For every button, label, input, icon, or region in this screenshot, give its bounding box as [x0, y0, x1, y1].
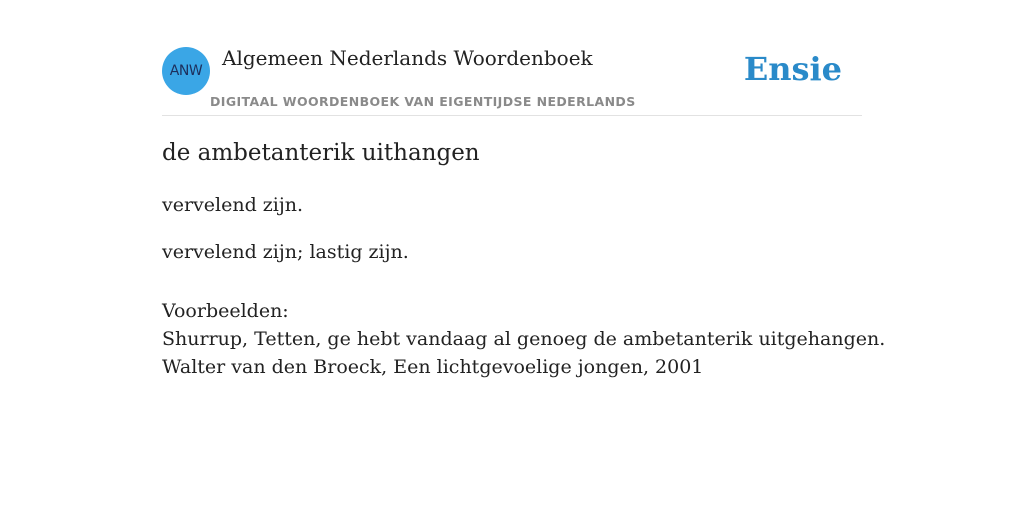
site-title-link[interactable]: Algemeen Nederlands Woordenboek: [222, 46, 593, 70]
example-sentence: Shurrup, Tetten, ge hebt vandaag al genoeg de ambetanterik uitgehangen.: [162, 328, 886, 350]
definition-2: vervelend zijn; lastig zijn.: [162, 241, 409, 263]
anw-logo[interactable]: [162, 47, 210, 95]
ensie-brand-link[interactable]: Ensie: [743, 50, 842, 88]
anw-logo-text: ANW: [169, 63, 203, 79]
page-container: [162, 0, 886, 512]
example-source: Walter van den Broeck, Een lichtgevoelige jongen, 2001: [162, 356, 704, 378]
examples-label: Voorbeelden:: [162, 300, 289, 322]
examples-block: [162, 297, 885, 381]
definition-1: vervelend zijn.: [162, 194, 304, 216]
site-subtitle: DIGITAAL WOORDENBOEK VAN EIGENTIJDSE NEDERLANDS: [210, 94, 636, 109]
entry-headword: de ambetanterik uithangen: [162, 140, 480, 166]
header-divider: [162, 115, 862, 116]
